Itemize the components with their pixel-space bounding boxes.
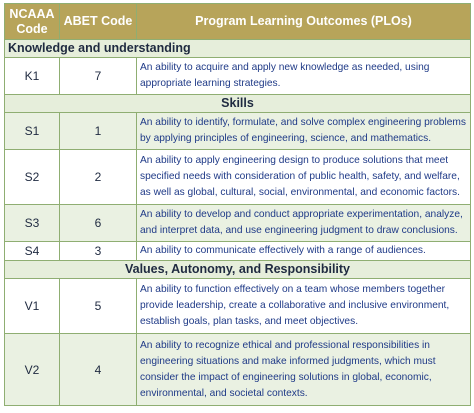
table-row: [5, 58, 471, 95]
ncaaa-code-cell: S2: [5, 150, 60, 205]
abet-code-cell: 2: [60, 150, 137, 205]
section-title: Skills: [5, 95, 471, 113]
section-title: Values, Autonomy, and Responsibility: [5, 261, 471, 279]
section-header-skills: [5, 95, 471, 113]
plo-table: [4, 3, 471, 406]
plo-text-cell: An ability to identify, formulate, and solve complex engineering problems by applying principles of engineering, science, and mathematics.: [137, 113, 471, 150]
header-ncaaa-code: NCAAA Code: [5, 4, 60, 40]
table-row: [5, 279, 471, 334]
section-header-values: [5, 261, 471, 279]
ncaaa-code-cell: S1: [5, 113, 60, 150]
abet-code-cell: 6: [60, 205, 137, 242]
table-row: [5, 205, 471, 242]
header-row: [5, 4, 471, 40]
ncaaa-code-cell: S4: [5, 242, 60, 261]
header-abet-code: ABET Code: [60, 4, 137, 40]
abet-code-cell: 7: [60, 58, 137, 95]
header-plo: Program Learning Outcomes (PLOs): [137, 4, 471, 40]
ncaaa-code-cell: S3: [5, 205, 60, 242]
table-row: [5, 242, 471, 261]
plo-text-cell: An ability to communicate effectively with a range of audiences.: [137, 242, 471, 261]
plo-text-cell: An ability to apply engineering design to produce solutions that meet specified needs with consideration of public health, safety, and welfare, as well as global, cultural, social, environmental, and economic factors.: [137, 150, 471, 205]
section-title: Knowledge and understanding: [5, 40, 471, 58]
plo-text-cell: An ability to recognize ethical and professional responsibilities in engineering situations and make informed judgments, which must consider the impact of engineering solutions in global, economic, environmental, and societal contexts.: [137, 334, 471, 406]
plo-text-cell: An ability to acquire and apply new knowledge as needed, using appropriate learning strategies.: [137, 58, 471, 95]
abet-code-cell: 1: [60, 113, 137, 150]
ncaaa-code-cell: K1: [5, 58, 60, 95]
abet-code-cell: 4: [60, 334, 137, 406]
abet-code-cell: 3: [60, 242, 137, 261]
plo-text-cell: An ability to develop and conduct appropriate experimentation, analyze, and interpret data, and use engineering judgment to draw conclusions.: [137, 205, 471, 242]
abet-code-cell: 5: [60, 279, 137, 334]
plo-text-cell: An ability to function effectively on a team whose members together provide leadership, create a collaborative and inclusive environment, establish goals, plan tasks, and meet objectives.: [137, 279, 471, 334]
ncaaa-code-cell: V1: [5, 279, 60, 334]
table-row: [5, 113, 471, 150]
table-row: [5, 334, 471, 406]
section-header-knowledge: [5, 40, 471, 58]
ncaaa-code-cell: V2: [5, 334, 60, 406]
table-row: [5, 150, 471, 205]
